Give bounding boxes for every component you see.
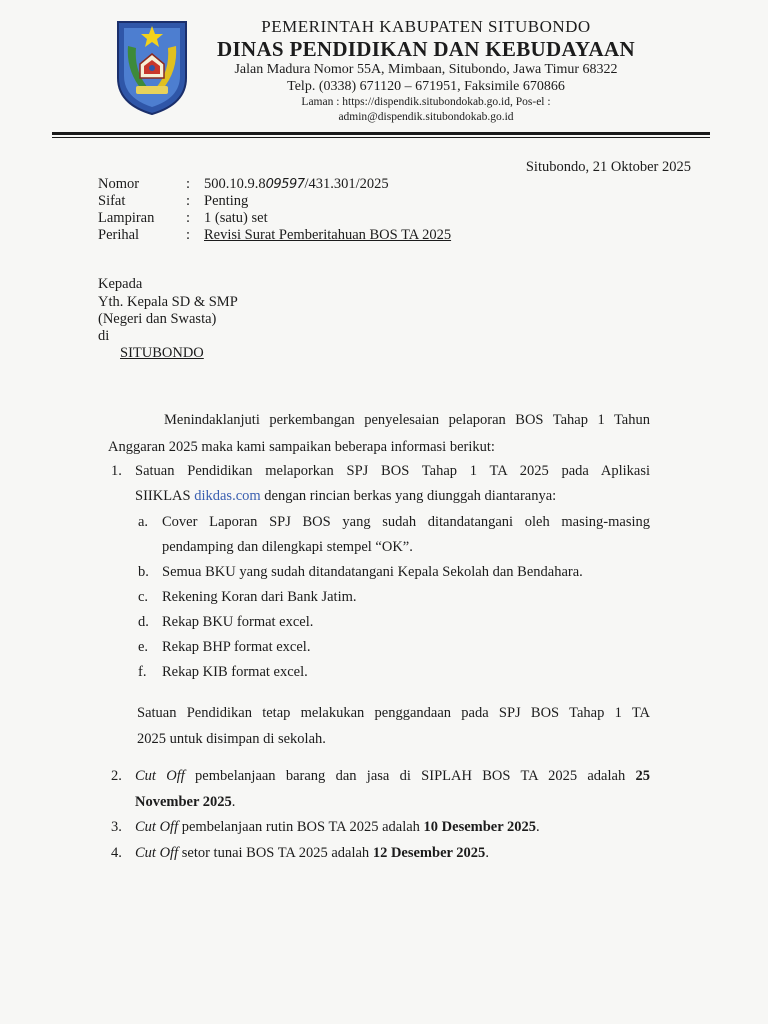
item-1-line-1: Satuan Pendidikan melaporkan SPJ BOS Tahap 1 TA 2025 pada Aplikasi xyxy=(135,463,650,479)
recipient-di: di xyxy=(98,328,110,344)
item-4-number: 4. xyxy=(111,845,122,861)
sub-item-letter: d. xyxy=(138,614,149,630)
note-line-1: Satuan Pendidikan tetap melakukan penggandaan pada SPJ BOS Tahap 1 TA xyxy=(137,705,650,721)
item-4-line xyxy=(135,845,489,862)
meta-lampiran-label: Lampiran xyxy=(98,210,155,226)
sub-item-letter: e. xyxy=(138,639,149,655)
item-3-cutoff: Cut Off xyxy=(135,819,179,835)
sub-item-d: Rekap BKU format excel. xyxy=(162,614,314,630)
letterhead-address: Jalan Madura Nomor 55A, Mimbaan, Situbondo, Jawa Timur 68322 xyxy=(234,62,618,77)
item-2-text: pembelanjaan barang dan jasa di SIPLAH BOS TA 2025 adalah xyxy=(184,768,626,784)
item-3-period: . xyxy=(536,819,540,835)
item-4-cutoff: Cut Off xyxy=(135,845,179,861)
item-4-period: . xyxy=(485,845,489,861)
nomor-prefix: 500.10.9.8 xyxy=(204,176,266,192)
note-line-2: 2025 untuk disimpan di sekolah. xyxy=(137,731,326,747)
meta-colon: : xyxy=(186,210,191,226)
recipient-city: SITUBONDO xyxy=(120,345,204,361)
recipient-scope: (Negeri dan Swasta) xyxy=(98,311,217,327)
item-1-app-text: SIIKLAS xyxy=(135,488,195,504)
meta-colon: : xyxy=(186,193,191,209)
sub-item-f: Rekap KIB format excel. xyxy=(162,664,308,680)
sub-item-letter: b. xyxy=(138,564,149,580)
letterhead-agency: DINAS PENDIDIKAN DAN KEBUDAYAAN xyxy=(217,37,635,61)
item-3-number: 3. xyxy=(111,819,122,835)
letterhead-divider-thin xyxy=(52,137,710,138)
item-3-text: pembelanjaan rutin BOS TA 2025 adalah xyxy=(178,819,424,835)
meta-perihal-value: Revisi Surat Pemberitahuan BOS TA 2025 xyxy=(204,227,452,243)
sub-item-letter: f. xyxy=(138,664,147,680)
meta-colon: : xyxy=(186,176,191,192)
item-3-line xyxy=(135,819,540,836)
sub-item-letter: c. xyxy=(138,589,149,605)
meta-sifat-label: Sifat xyxy=(98,193,126,209)
nomor-handwritten: 09597 xyxy=(265,177,305,192)
item-2-period: . xyxy=(231,794,236,810)
sub-item-letter: a. xyxy=(138,514,149,530)
nomor-suffix: /431.301/2025 xyxy=(304,176,389,192)
item-2-number: 2. xyxy=(111,768,122,784)
item-2-line-2 xyxy=(135,794,235,811)
letterhead-email: admin@dispendik.situbondokab.go.id xyxy=(338,111,514,123)
sub-item-e: Rekap BHP format excel. xyxy=(162,639,311,655)
item-2-cutoff: Cut Off xyxy=(135,768,185,784)
meta-nomor-value xyxy=(204,176,389,193)
sub-item-c: Rekening Koran dari Bank Jatim. xyxy=(162,589,357,605)
letterhead-government: PEMERINTAH KABUPATEN SITUBONDO xyxy=(261,17,591,36)
item-2-date-day: 25 xyxy=(635,768,650,784)
letter-date: Situbondo, 21 Oktober 2025 xyxy=(525,159,691,175)
sub-item-a-line-1: Cover Laporan SPJ BOS yang sudah ditandatangani oleh masing-masing xyxy=(162,514,650,530)
meta-colon: : xyxy=(186,227,191,243)
item-2-line-1 xyxy=(135,768,650,785)
item-1-files-text: dengan rincian berkas yang diunggah diantaranya: xyxy=(260,488,557,504)
dikdas-link[interactable]: dikdas.com xyxy=(194,488,261,504)
item-2-date-month: November 2025 xyxy=(135,794,232,810)
recipient-title: Yth. Kepala SD & SMP xyxy=(98,294,238,310)
sub-item-a-line-2: pendamping dan dilengkapi stempel “OK”. xyxy=(162,539,413,555)
meta-lampiran-value: 1 (satu) set xyxy=(204,210,268,226)
meta-perihal-label: Perihal xyxy=(98,227,140,243)
intro-line-1: Menindaklanjuti perkembangan penyelesaian pelaporan BOS Tahap 1 Tahun xyxy=(164,412,650,428)
item-4-text: setor tunai BOS TA 2025 adalah xyxy=(178,845,373,861)
item-1-number: 1. xyxy=(111,463,122,479)
meta-nomor-label: Nomor xyxy=(98,176,140,192)
letterhead-website: Laman : https://dispendik.situbondokab.go.id, Pos-el : xyxy=(301,96,551,108)
letterhead-phone: Telp. (0338) 671120 – 671951, Faksimile 670866 xyxy=(287,79,565,94)
sub-item-b: Semua BKU yang sudah ditandatangani Kepala Sekolah dan Bendahara. xyxy=(162,564,583,580)
recipient-to: Kepada xyxy=(98,276,143,292)
item-3-date: 10 Desember 2025 xyxy=(423,819,537,835)
regency-crest-icon xyxy=(112,16,192,116)
item-4-date: 12 Desember 2025 xyxy=(372,845,486,861)
meta-sifat-value: Penting xyxy=(204,193,249,209)
letterhead-divider-thick xyxy=(52,132,710,135)
item-1-line-2 xyxy=(135,488,556,505)
intro-line-2: Anggaran 2025 maka kami sampaikan beberapa informasi berikut: xyxy=(108,439,495,455)
